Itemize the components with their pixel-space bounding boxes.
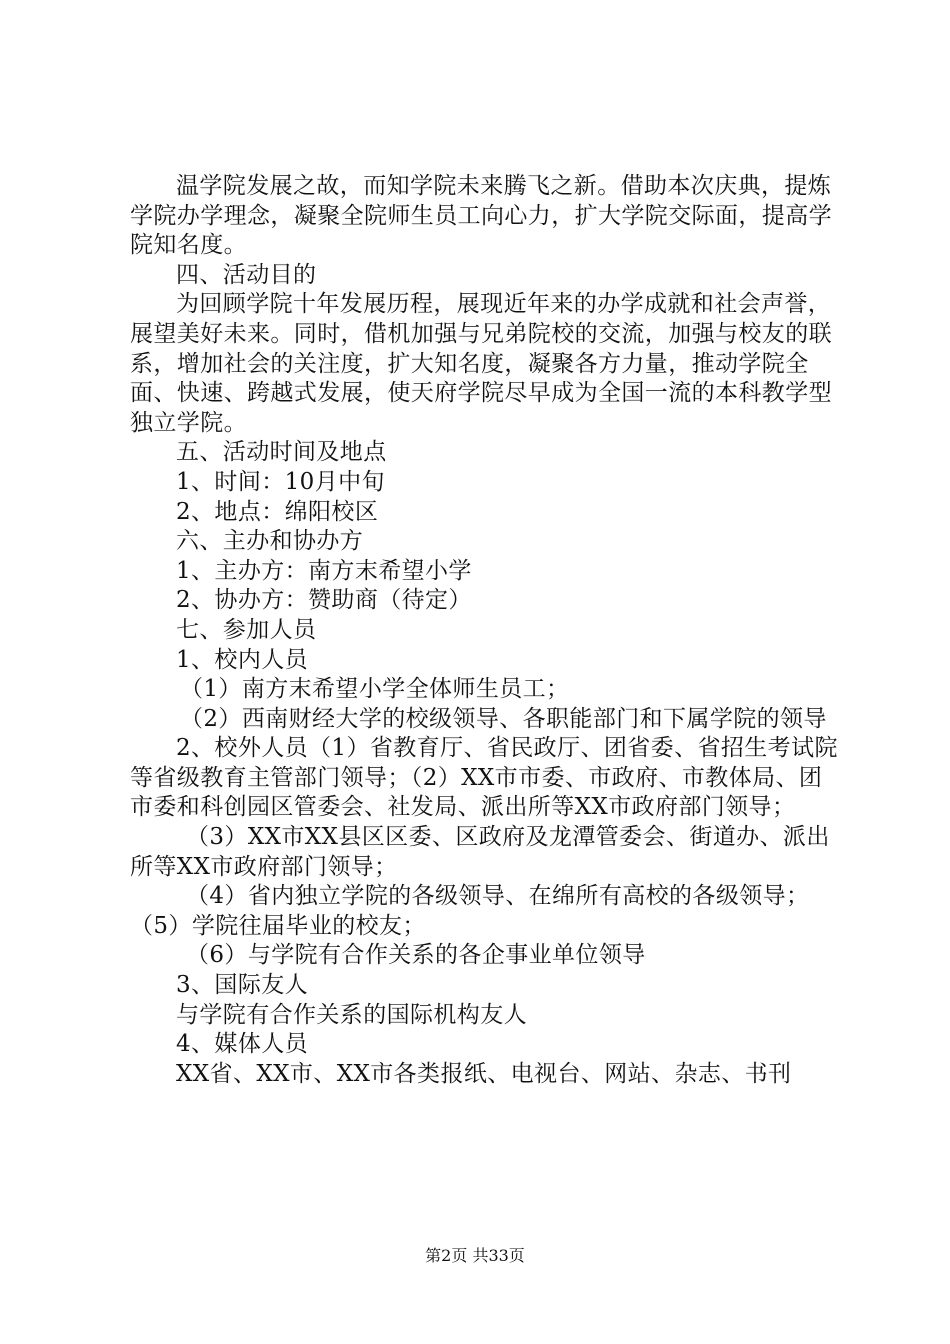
sub-list-item: （6）与学院有合作关系的各企事业单位领导 <box>186 942 646 969</box>
list-item: 4、媒体人员 <box>176 1031 309 1058</box>
list-item: 3、国际友人 <box>176 972 309 999</box>
list-item: 2、地点：绵阳校区 <box>176 498 379 525</box>
list-item: 2、协办方：赞助商（待定） <box>176 587 472 614</box>
list-item: 1、主办方：南方末希望小学 <box>176 557 472 584</box>
sub-list-item: （2）西南财经大学的校级领导、各职能部门和下属学院的领导 <box>180 705 827 732</box>
list-item: 2、校外人员（1）省教育厅、省民政厅、团省委、省招生考试院等省级教育主管部门领导；（2）XX市市委、市政府、市教体局、团市委和科创园区管委会、社发局、派出所等XX市政府部门领导； <box>130 735 838 821</box>
sub-list-item: （4）省内独立学院的各级领导、在绵所有高校的各级领导；（5）学院往届毕业的校友； <box>130 883 810 939</box>
page-number-footer: 第2页 共33页 <box>425 1246 525 1265</box>
list-item: 1、时间：10月中旬 <box>176 468 385 495</box>
paragraph: 温学院发展之故，而知学院未来腾飞之新。借助本次庆典，提炼学院办学理念，凝聚全院师生员工向心力，扩大学院交际面，提高学院知名度。 <box>130 173 832 259</box>
sub-list-item: （3）XX市XX县区区委、区政府及龙潭管委会、街道办、派出所等XX市政府部门领导； <box>130 824 830 880</box>
section-heading: 七、参加人员 <box>176 616 317 643</box>
section-heading: 五、活动时间及地点 <box>176 439 387 466</box>
section-heading: 四、活动目的 <box>176 261 317 288</box>
list-item: 1、校内人员 <box>176 646 309 673</box>
sub-list-item: （1）南方末希望小学全体师生员工； <box>180 676 570 703</box>
paragraph: XX省、XX市、XX市各类报纸、电视台、网站、杂志、书刊 <box>176 1060 792 1087</box>
paragraph: 为回顾学院十年发展历程，展现近年来的办学成就和社会声誉，展望美好未来。同时，借机加强与兄弟院校的交流，加强与校友的联系，增加社会的关注度，扩大知名度，凝聚各方力量，推动学院全面、快速、跨越式发展，使天府学院尽早成为全国一流的本科教学型独立学院。 <box>130 291 832 436</box>
document-body <box>130 172 840 1089</box>
section-heading: 六、主办和协办方 <box>176 528 364 555</box>
paragraph: 与学院有合作关系的国际机构友人 <box>176 1001 527 1028</box>
